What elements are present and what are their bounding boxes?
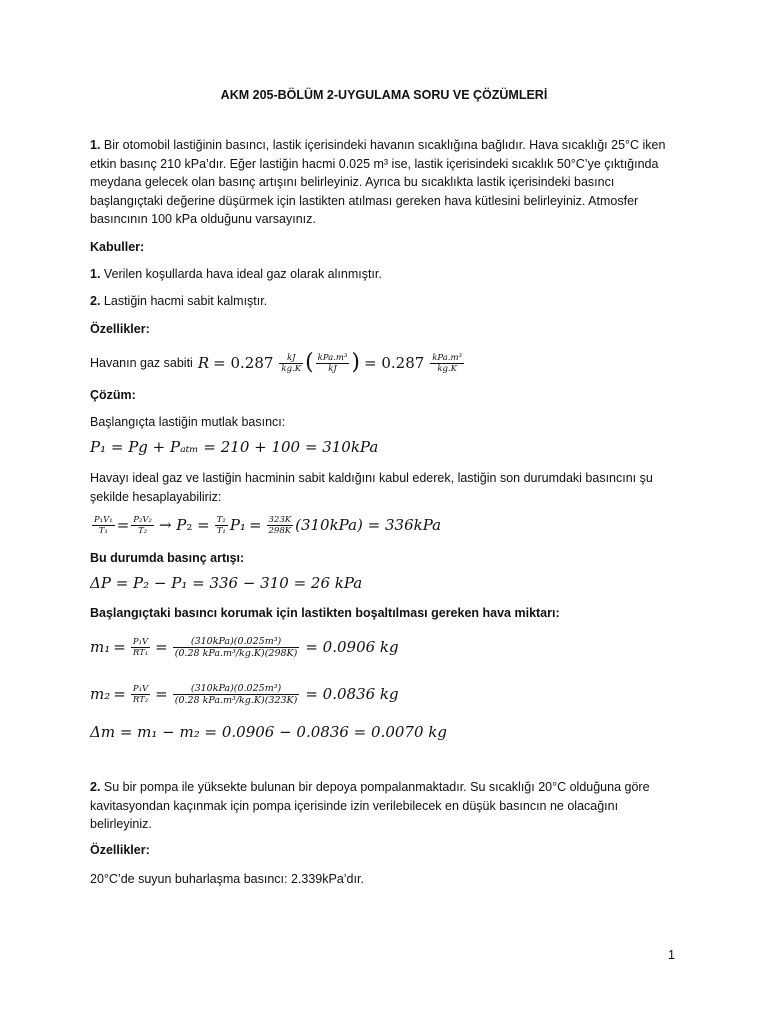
abs-pressure-label: Başlangıçta lastiğin mutlak basıncı: xyxy=(90,415,286,429)
properties-heading-2: Özellikler: xyxy=(90,843,150,857)
question-1 xyxy=(90,136,680,229)
equation-p1: P₁ = P𝑔 + Pₐₜₘ = 210 + 100 = 310kPa xyxy=(90,438,379,456)
equation-delta-m: Δm = m₁ − m₂ = 0.0906 − 0.0836 = 0.0070 kg xyxy=(90,723,447,741)
question-2 xyxy=(90,778,680,834)
assumption-2-number: 2. xyxy=(90,294,101,308)
gas-constant-label: Havanın gaz sabiti xyxy=(90,355,193,370)
equation-m1: m₁ = $\frac{\text{P₁V}}{\text{RT₁}}$ = $\frac{\text{(310kPa)(0.025m³)}}{\text{(0.28 kPa.m³/kg.K)(298K)}}$ = 0.0906 kg xyxy=(90,635,399,659)
assumption-2 xyxy=(90,292,680,311)
gas-constant-equation: Havanın gaz sabiti R = 0.287 $\frac{kJ}{kg.K}$ ( $\frac{\text{kPa.m³}}{kJ}$ ) = 0.287 $\frac{\text{kPa.m³}}{kg.K}$ xyxy=(90,349,463,375)
question-1-text: Bir otomobil lastiğinin basıncı, lastik içerisindeki havanın sıcaklığına bağlıdır. Hava sıcaklığı 25°C iken etkin basınç 210 kPa’dır. Eğer lastiğin hacmi 0.025 m³ ise, lastik içerisindeki sıcaklık 50°C’ye çıktığında meydana gelecek olan basınç artışını belirleyiniz. Ayrıca bu sıcaklıkta lastik içerisindeki basıncı başlangıçtaki değerine düşürmek için lastikten atılması gereken hava kütlesini belirleyiniz. Atmosfer basıncının 100 kPa olduğunu varsayınız. xyxy=(90,138,666,226)
properties-heading-1: Özellikler: xyxy=(90,322,150,336)
equation-delta-p: ΔP = P₂ − P₁ = 336 − 310 = 26 kPa xyxy=(90,574,363,592)
page-title: AKM 205-BÖLÜM 2-UYGULAMA SORU VE ÇÖZÜMLERİ xyxy=(220,88,548,102)
equation-p2: $\frac{\text{P₁V₁}}{\text{T₁}}$ = $\frac{\text{P₂V₂}}{\text{T₂}}$ → P₂ = $\frac{\text{T₂}}{\text{T₁}}$ P₁ = $\frac{323K}{298K}$ (310kPa) = 336kPa xyxy=(94,514,442,536)
increase-label: Bu durumda basınç artışı: xyxy=(90,551,245,565)
assumptions-heading: Kabuller: xyxy=(90,240,145,254)
mass-label: Başlangıçtaki basıncı korumak için lastikten boşaltılması gereken hava miktarı: xyxy=(90,606,560,620)
equation-m1-result: = 0.0906 kg xyxy=(305,637,399,656)
equation-m2-result: = 0.0836 kg xyxy=(305,684,399,703)
ideal-gas-text: Havayı ideal gaz ve lastiğin hacminin sabit kaldığını kabul ederek, lastiğin son durumdaki basıncını şu şekilde hesaplayabiliriz: xyxy=(90,471,653,504)
assumption-1-number: 1. xyxy=(90,267,101,281)
question-2-text: Su bir pompa ile yüksekte bulunan bir depoya pompalanmaktadır. Su sıcaklığı 20°C olduğuna göre kavitasyondan kaçınmak için pompa içerisinde izin verilebilecek en düşük basıncın ne olacağını belirleyiniz. xyxy=(90,780,650,831)
assumption-2-text: Lastiğin hacmi sabit kalmıştır. xyxy=(103,294,268,308)
vapor-pressure-text: 20°C’de suyun buharlaşma basıncı: 2.339kPa’dır. xyxy=(90,872,364,886)
assumption-1 xyxy=(90,265,680,284)
solution-heading: Çözüm: xyxy=(90,388,136,402)
assumption-1-text: Verilen koşullarda hava ideal gaz olarak alınmıştır. xyxy=(103,267,382,281)
equation-p2-result: (310kPa) = 336kPa xyxy=(295,515,442,534)
equation-m2: m₂ = $\frac{\text{P₁V}}{\text{RT₂}}$ = $\frac{\text{(310kPa)(0.025m³)}}{\text{(0.28 kPa.m³/kg.K)(323K)}}$ = 0.0836 kg xyxy=(90,682,399,706)
question-1-number: 1. xyxy=(90,138,101,152)
question-2-number: 2. xyxy=(90,780,101,794)
page-number: 1 xyxy=(668,948,675,962)
